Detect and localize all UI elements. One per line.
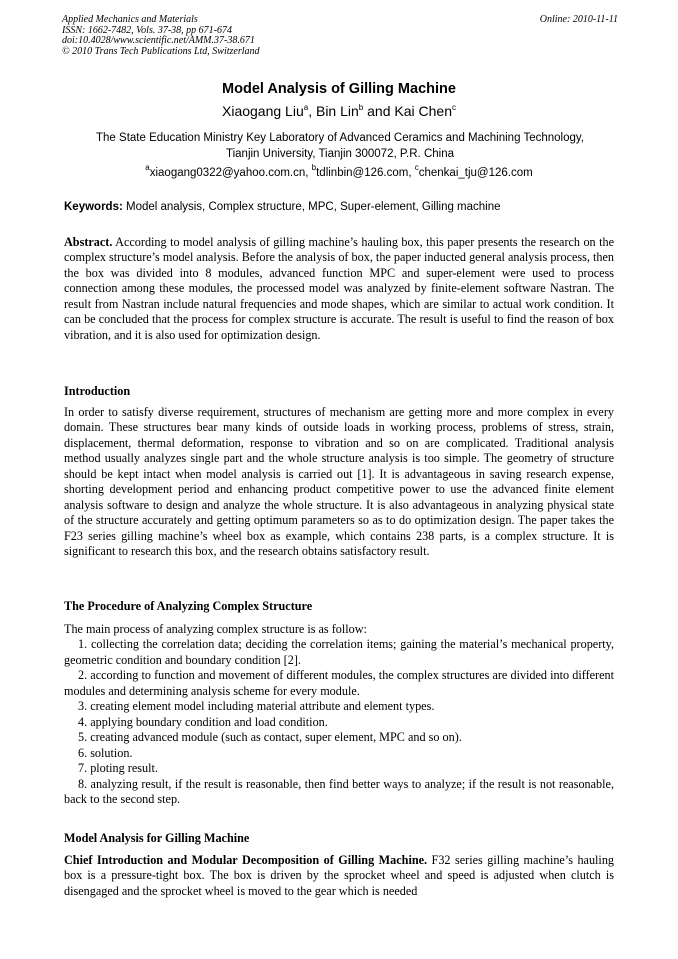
email-address: tdlinbin@126.com, bbox=[316, 167, 415, 179]
author-superscript: b bbox=[358, 103, 364, 112]
model-analysis-text: F32 series gilling machine’s hauling box is a pressure-tight box. The box is driven by the sprocket wheel and speed is adjusted when clutch is disengaged and the sprocket wheel is moved to the gear which is needed bbox=[64, 853, 615, 898]
email-address: chenkai_tju@126.com bbox=[418, 167, 533, 179]
email-superscript: c bbox=[414, 163, 419, 172]
introduction-paragraph: In order to satisfy diverse requirement, structures of mechanism are getting more and more complex in every domain. These structures bear many kinds of outside loads in working process, problems of stress, strain, displacement, thermal deformation, response to vibration and so on are complicated. Traditional analysis method usually analyzes single part and the whole structure analysis is too simple. The geometry of structure should be kept intact when model analysis is carried out [1]. It is advantageous in saving research expense, shorting development period and enhancing product competitive power to use the advanced finite element analysis software to design and analyze the whole structure. It is also advantageous in analyzing physical state of the structure accurately and getting optimum parameters so as to do optimization design. The paper takes the F23 series gilling machine’s wheel box as example, which contains 238 parts, is a complex structure. It is significant to research this box, and the research obtains satisfactory result. bbox=[64, 405, 614, 559]
procedure-step: 8. analyzing result, if the result is reasonable, then find better ways to analyze; if the result is not reasonable, back to the second step. bbox=[64, 776, 614, 806]
author-superscript: a bbox=[303, 103, 309, 112]
procedure-step: 7. ploting result. bbox=[78, 761, 158, 776]
procedure-step: 2. according to function and movement of different modules, the complex structures are divided into different modules and determining analysis scheme for every module. bbox=[64, 668, 614, 698]
affiliation-line: Tianjin University, Tianjin 300072, P.R. China bbox=[226, 148, 454, 160]
journal-name: Applied Mechanics and Materials bbox=[62, 14, 198, 25]
issn-line: ISSN: 1662-7482, Vols. 37-38, pp 671-674 bbox=[62, 24, 232, 36]
email-superscript: b bbox=[311, 163, 317, 172]
online-date: Online: 2010-11-11 bbox=[539, 14, 618, 25]
email-address: xiaogang0322@yahoo.com.cn, bbox=[149, 167, 312, 179]
author-superscript: c bbox=[451, 103, 456, 112]
author-emails bbox=[0, 163, 678, 179]
email-superscript: a bbox=[145, 163, 150, 172]
model-analysis-paragraph bbox=[64, 853, 614, 899]
procedure-step: 1. collecting the correlation data; deciding the correlation items; gaining the material’s mechanical property, geometric condition and boundary condition [2]. bbox=[64, 637, 614, 667]
doi-line: doi:10.4028/www.scientific.net/AMM.37-38.671 bbox=[62, 35, 255, 46]
affiliation-line: The State Education Ministry Key Laboratory of Advanced Ceramics and Machining Technology, bbox=[96, 132, 584, 144]
author-name: Kai Chen bbox=[394, 103, 452, 119]
abstract bbox=[64, 235, 614, 343]
procedure-list bbox=[64, 622, 614, 807]
keywords-label: Keywords: bbox=[64, 201, 123, 213]
affiliation bbox=[62, 130, 618, 162]
author-name: Xiaogang Liu bbox=[222, 103, 304, 119]
journal-header bbox=[62, 15, 618, 57]
keywords bbox=[64, 201, 616, 213]
abstract-text: According to model analysis of gilling machine’s hauling box, this paper presents the research on the complex structure’s model analysis. Before the analysis of box, the paper inducted general analysis process, then the box was divided into 8 modules, advanced function MPC and super-element were used to process connection among these modules, the processed model was analyzed by finite-element software Nastran. The result from Nastran include natural frequencies and mode shapes, which are similar to actual work condition. It can be concluded that the process for complex structure is accurate. The result is useful to find the reason of box vibration, and it is also used for optimization design. bbox=[64, 235, 614, 342]
section-heading-introduction: Introduction bbox=[64, 384, 131, 398]
subsection-heading: Chief Introduction and Modular Decomposition of Gilling Machine. bbox=[64, 853, 428, 867]
procedure-step: 4. applying boundary condition and load condition. bbox=[78, 714, 328, 729]
procedure-step: 3. creating element model including material attribute and element types. bbox=[78, 699, 435, 714]
procedure-step: 6. solution. bbox=[78, 745, 133, 760]
author-name: Bin Lin bbox=[315, 103, 359, 119]
abstract-label: Abstract. bbox=[64, 235, 113, 249]
author-separator: and bbox=[363, 103, 395, 119]
procedure-step: 5. creating advanced module (such as contact, super element, MPC and so on). bbox=[78, 730, 462, 745]
author-list bbox=[0, 103, 678, 119]
keywords-text: Model analysis, Complex structure, MPC, Super-element, Gilling machine bbox=[122, 201, 501, 213]
author-separator: , bbox=[308, 103, 316, 119]
paper-title: Model Analysis of Gilling Machine bbox=[222, 81, 456, 97]
copyright-line: © 2010 Trans Tech Publications Ltd, Switzerland bbox=[62, 45, 260, 57]
section-heading-procedure: The Procedure of Analyzing Complex Structure bbox=[64, 599, 313, 613]
procedure-intro: The main process of analyzing complex structure is as follow: bbox=[64, 622, 367, 636]
section-heading-model-analysis: Model Analysis for Gilling Machine bbox=[64, 831, 250, 845]
